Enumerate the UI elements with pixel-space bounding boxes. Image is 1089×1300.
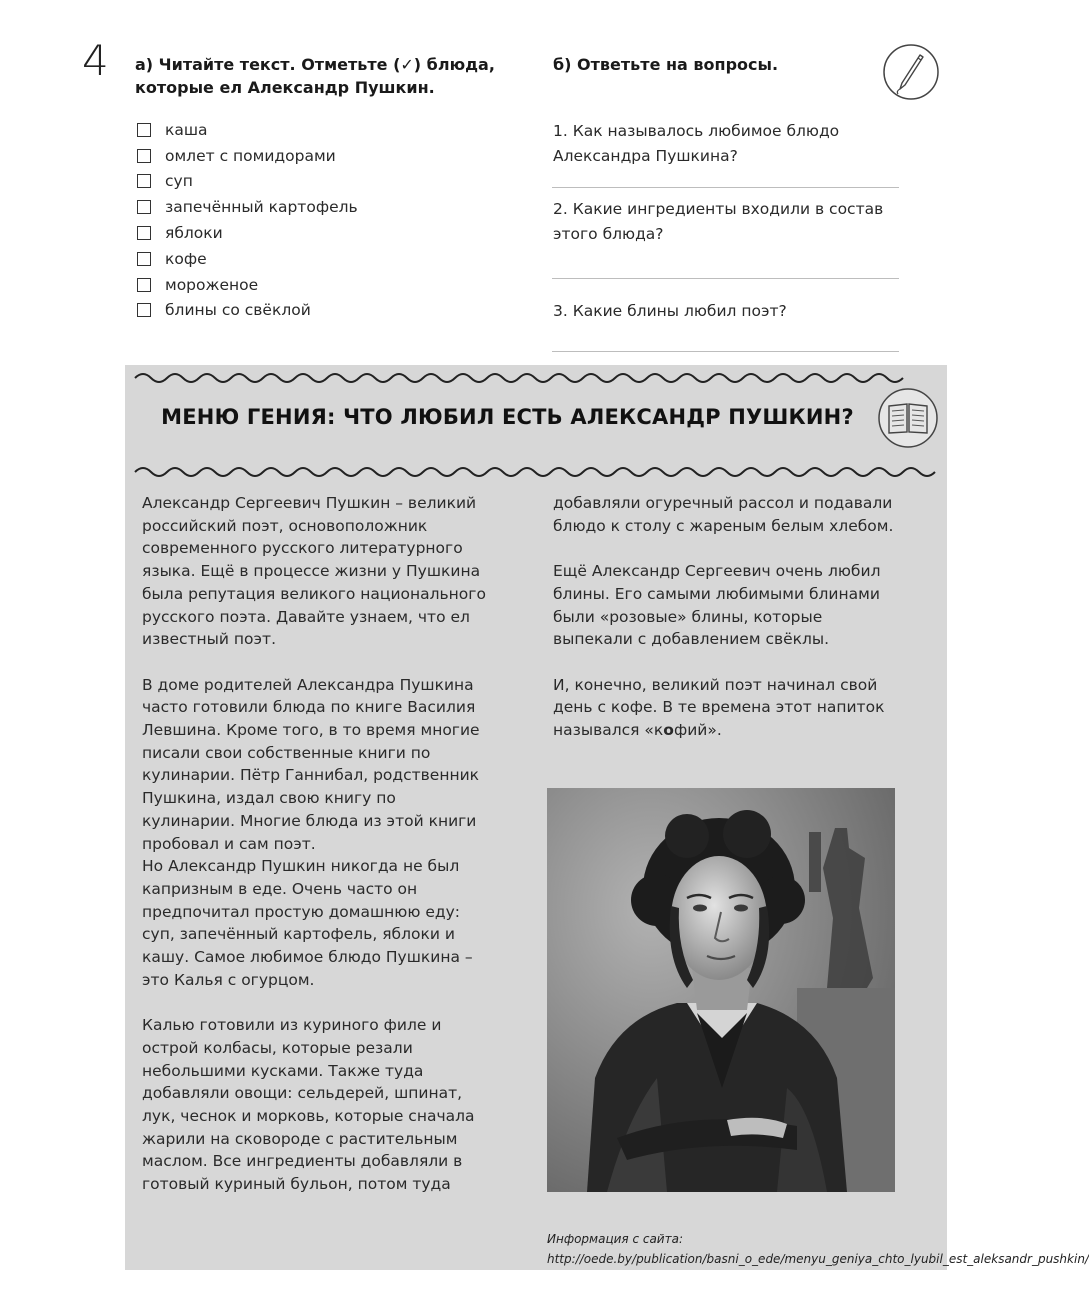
article-right-column [553, 492, 903, 764]
checklist-label: яблоки [165, 224, 223, 243]
paragraph-text: И, конечно, великий поэт начинал свой день с кофе. В те времена этот напиток назывался «к [553, 675, 885, 739]
checkbox[interactable] [137, 149, 151, 163]
article-title: МЕНЮ ГЕНИЯ: ЧТО ЛЮБИЛ ЕСТЬ АЛЕКСАНДР ПУШКИН? [161, 405, 854, 429]
checklist-item [137, 220, 358, 246]
source-citation: Информация с сайта: http://oede.by/publication/basni_o_ede/menyu_geniya_chto_lyubil_est_aleksandr_pushkin/ [547, 1232, 1089, 1266]
paragraph: Ещё Александр Сергеевич очень любил блины. Его самыми любимыми блинами были «розовые» блины, которые выпекали с добавлением свёклы. [553, 562, 881, 649]
checklist-label: блины со свёклой [165, 301, 311, 320]
checkbox[interactable] [137, 278, 151, 292]
pushkin-portrait [547, 788, 895, 1192]
paragraph-text: фий». [673, 721, 722, 739]
checklist-item [137, 194, 358, 220]
answer-line-1[interactable] [552, 187, 899, 188]
checklist-label: кофе [165, 249, 207, 268]
question-2: 2. Какие ингредиенты входили в состав этого блюда? [553, 200, 884, 243]
answer-line-2[interactable] [552, 278, 899, 279]
answer-line-3[interactable] [552, 351, 899, 352]
pen-icon [882, 43, 940, 101]
task-a-instruction: а) Читайте текст. Отметьте (✓) блюда, которые ел Александр Пушкин. [135, 55, 495, 97]
checklist-label: омлет с помидорами [165, 146, 336, 165]
stressed-letter: о [663, 721, 674, 739]
checkbox[interactable] [137, 200, 151, 214]
checklist-item [137, 298, 358, 324]
paragraph-text: Но Александр Пушкин никогда не был капризным в еде. Очень часто он предпочитал простую домашнюю еду: суп, запечённый картофель, яблоки и кашу. Самое любимое блюдо Пушкина – это Калья с огурцом. [142, 857, 473, 989]
question-1: 1. Как называлось любимое блюдо Александра Пушкина? [553, 122, 840, 165]
question-3: 3. Какие блины любил поэт? [553, 302, 787, 320]
checklist-label: каша [165, 120, 208, 139]
checklist-item [137, 272, 358, 298]
checklist-label: мороженое [165, 275, 259, 294]
checklist-item [137, 246, 358, 272]
checkbox[interactable] [137, 303, 151, 317]
checklist-label: суп [165, 172, 193, 191]
checklist-label: запечённый картофель [165, 198, 358, 217]
article-left-column [142, 492, 492, 1218]
checklist-item [137, 143, 358, 169]
wave-divider-bottom [135, 462, 935, 482]
paragraph [142, 674, 492, 992]
checkbox[interactable] [137, 252, 151, 266]
dish-checklist [137, 117, 358, 323]
checkbox[interactable] [137, 123, 151, 137]
paragraph: добавляли огуречный рассол и подавали блюдо к столу с жареным белым хлебом. [553, 494, 894, 535]
paragraph-text: В доме родителей Александра Пушкина часто готовили блюда по книге Василия Левшина. Кроме того, в то время многие писали свои собственные книги по кулинарии. Пётр Ганнибал, родственник Пушкина, издал свою книгу по кулинарии. Многие блюда из этой книги пробовал и сам поэт. [142, 675, 480, 853]
checklist-item [137, 117, 358, 143]
exercise-number: 4 [82, 36, 109, 85]
wave-divider-top [135, 368, 880, 388]
paragraph: Калью готовили из куриного филе и острой колбасы, которые резали небольшими кусками. Также туда добавляли овощи: сельдерей, шпинат, лук, чеснок и морковь, которые сначала жарили на сковороде с растительным маслом. Все ингредиенты добавляли в готовый куриный бульон, потом туда [142, 1016, 475, 1194]
task-b-instruction: б) Ответьте на вопросы. [553, 55, 779, 74]
checkbox[interactable] [137, 174, 151, 188]
paragraph: Александр Сергеевич Пушкин – великий российский поэт, основоположник современного русского литературного языка. Ещё в процессе жизни у Пушкина была репутация великого национального русского поэта. Давайте узнаем, что ел известный поэт. [142, 494, 486, 649]
paragraph [553, 674, 903, 742]
checklist-item [137, 169, 358, 195]
checkbox[interactable] [137, 226, 151, 240]
